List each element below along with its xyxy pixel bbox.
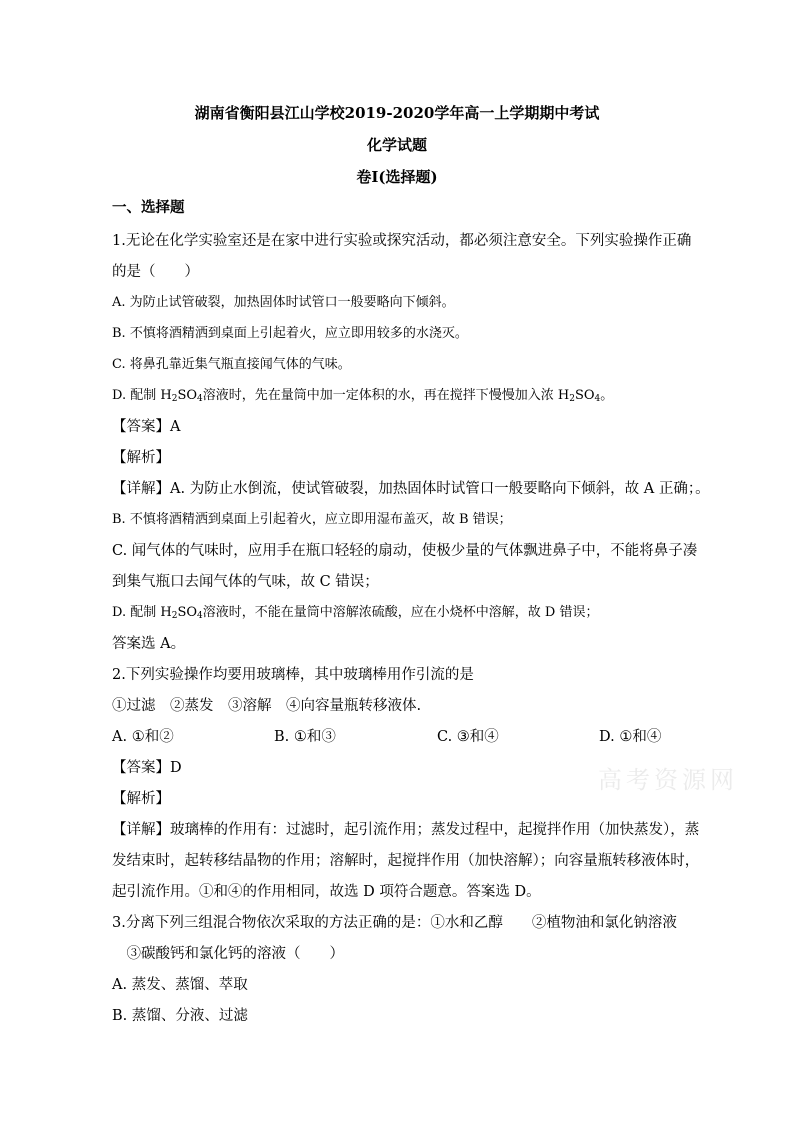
section-heading: 一、选择题 <box>112 199 185 216</box>
q3-option-b: B. 蒸馏、分液、过滤 <box>112 1008 248 1024</box>
q1-option-c: C. 将鼻孔靠近集气瓶直接闻气体的气味。 <box>112 357 351 372</box>
q3-option-a: A. 蒸发、蒸馏、萃取 <box>112 977 248 993</box>
q2-answer: 【答案】D <box>112 760 182 776</box>
q3-stem-line2: ③碳酸钙和氯化钙的溶液（ ） <box>112 946 344 962</box>
q2-option-b: B. ①和③ <box>274 729 336 745</box>
q2-stem: 2.下列实验操作均要用玻璃棒，其中玻璃棒用作引流的是 <box>112 667 474 683</box>
q2-detail-line1: 【详解】玻璃棒的作用有：过滤时，起引流作用；蒸发过程中，起搅拌作用（加快蒸发），蒸 <box>112 822 700 838</box>
subject-title: 化学试题 <box>366 136 427 154</box>
q1-answer: 【答案】A <box>112 419 181 435</box>
q1-option-a: A. 为防止试管破裂，加热固体时试管口一般要略向下倾斜。 <box>112 295 455 310</box>
q2-option-d: D. ①和④ <box>599 729 662 745</box>
q1-detail-line2: B. 不慎将酒精洒到桌面上引起着火，应立即用湿布盖灭，故 B 错误； <box>112 512 512 527</box>
q1-detail-line3: C. 闻气体的气味时，应用手在瓶口轻轻的扇动，使极少量的气体飘进鼻子中，不能将鼻子凑 <box>112 543 698 559</box>
q2-detail-line3: 起引流作用。①和④的作用相同，故选 D 项符合题意。答案选 D。 <box>112 884 541 900</box>
q1-detail-line5: D. 配制 $H_2SO_4$溶液时，不能在量筒中溶解浓硫酸，应在小烧杯中溶解，故 D 错误； <box>112 605 599 621</box>
exam-title: 湖南省衡阳县江山学校2019-2020学年高一上学期期中考试 <box>194 104 600 122</box>
q1-option-d: D. 配制 $H_2SO_4$溶液时，先在量筒中加一定体积的水，再在搅拌下慢慢加入浓 $H_2SO_4$。 <box>112 388 614 404</box>
q2-analysis-label: 【解析】 <box>112 791 170 807</box>
q1-option-b: B. 不慎将酒精洒到桌面上引起着火，应立即用较多的水浇灭。 <box>112 326 468 341</box>
q2-option-a: A. ①和② <box>112 729 174 745</box>
q3-stem-line1: 3.分离下列三组混合物依次采取的方法正确的是：①水和乙醇 ②植物油和氯化钠溶液 <box>112 915 677 931</box>
volume-title: 卷Ⅰ(选择题) <box>356 168 438 186</box>
q2-items: ①过滤 ②蒸发 ③溶解 ④向容量瓶转移液体. <box>112 698 422 714</box>
q1-analysis-label: 【解析】 <box>112 450 170 466</box>
q1-detail-line4: 到集气瓶口去闻气体的气味，故 C 错误； <box>112 574 379 590</box>
q2-option-c: C. ③和④ <box>437 729 499 745</box>
q1-final-answer: 答案选 A。 <box>112 636 186 652</box>
q1-detail-line1: 【详解】A. 为防止水倒流，使试管破裂，加热固体时试管口一般要略向下倾斜，故 A 正确；。 <box>112 481 710 497</box>
q1-stem-line1: 1.无论在化学实验室还是在家中进行实验或探究活动，都必须注意安全。下列实验操作正确 <box>112 233 692 249</box>
q1-stem-line2: 的是（ ） <box>112 264 199 280</box>
q2-detail-line2: 发结束时，起转移结晶物的作用；溶解时，起搅拌作用（加快溶解）；向容量瓶转移液体时， <box>112 853 700 869</box>
watermark: 高考资源网 <box>598 766 738 794</box>
